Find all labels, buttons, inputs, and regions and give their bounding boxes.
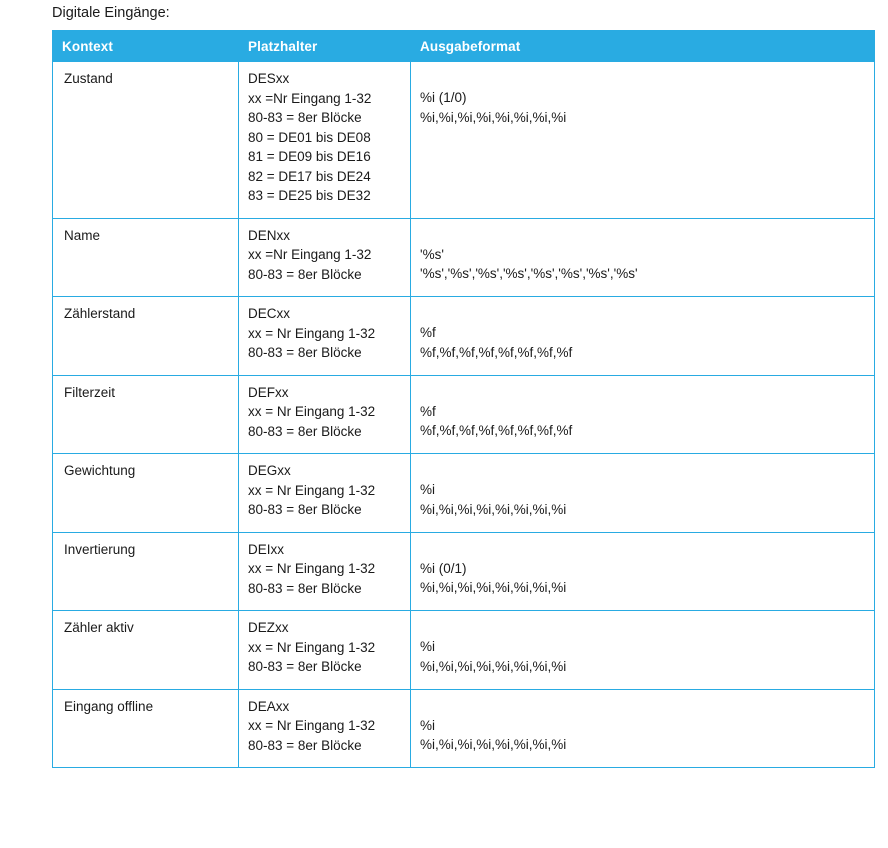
cell-context: Zähler aktiv <box>53 611 239 690</box>
table-row <box>53 218 875 297</box>
cell-placeholder: DEGxx xx = Nr Eingang 1-32 80-83 = 8er Blöcke <box>239 454 411 533</box>
table-header-row <box>53 31 875 62</box>
cell-context: Zählerstand <box>53 297 239 376</box>
table-row <box>53 297 875 376</box>
table-body <box>53 62 875 768</box>
cell-context: Name <box>53 218 239 297</box>
cell-context: Filterzeit <box>53 375 239 454</box>
cell-format: %f %f,%f,%f,%f,%f,%f,%f,%f <box>411 297 875 376</box>
cell-context: Gewichtung <box>53 454 239 533</box>
column-header-kontext: Kontext <box>53 31 239 62</box>
column-header-platzhalter: Platzhalter <box>239 31 411 62</box>
cell-placeholder: DEFxx xx = Nr Eingang 1-32 80-83 = 8er Blöcke <box>239 375 411 454</box>
cell-placeholder: DESxx xx =Nr Eingang 1-32 80-83 = 8er Blöcke 80 = DE01 bis DE08 81 = DE09 bis DE16 82 = DE17 bis DE24 83 = DE25 bis DE32 <box>239 62 411 219</box>
table-row <box>53 454 875 533</box>
column-header-ausgabeformat: Ausgabeformat <box>411 31 875 62</box>
cell-context: Eingang offline <box>53 689 239 768</box>
table-row <box>53 532 875 611</box>
cell-placeholder: DEZxx xx = Nr Eingang 1-32 80-83 = 8er Blöcke <box>239 611 411 690</box>
cell-placeholder: DENxx xx =Nr Eingang 1-32 80-83 = 8er Blöcke <box>239 218 411 297</box>
cell-context: Zustand <box>53 62 239 219</box>
table-row <box>53 689 875 768</box>
table-row <box>53 375 875 454</box>
cell-format: %i %i,%i,%i,%i,%i,%i,%i,%i <box>411 454 875 533</box>
cell-format: %i (0/1) %i,%i,%i,%i,%i,%i,%i,%i <box>411 532 875 611</box>
table-row <box>53 62 875 219</box>
table-header <box>53 31 875 62</box>
table-row <box>53 611 875 690</box>
cell-context: Invertierung <box>53 532 239 611</box>
cell-format: '%s' '%s','%s','%s','%s','%s','%s','%s','%s' <box>411 218 875 297</box>
digital-inputs-table <box>52 30 875 768</box>
cell-format: %i %i,%i,%i,%i,%i,%i,%i,%i <box>411 689 875 768</box>
cell-format: %i %i,%i,%i,%i,%i,%i,%i,%i <box>411 611 875 690</box>
cell-placeholder: DECxx xx = Nr Eingang 1-32 80-83 = 8er Blöcke <box>239 297 411 376</box>
cell-placeholder: DEAxx xx = Nr Eingang 1-32 80-83 = 8er Blöcke <box>239 689 411 768</box>
cell-format: %f %f,%f,%f,%f,%f,%f,%f,%f <box>411 375 875 454</box>
cell-format: %i (1/0) %i,%i,%i,%i,%i,%i,%i,%i <box>411 62 875 219</box>
cell-placeholder: DEIxx xx = Nr Eingang 1-32 80-83 = 8er Blöcke <box>239 532 411 611</box>
table-caption: Digitale Eingänge: <box>52 5 170 21</box>
